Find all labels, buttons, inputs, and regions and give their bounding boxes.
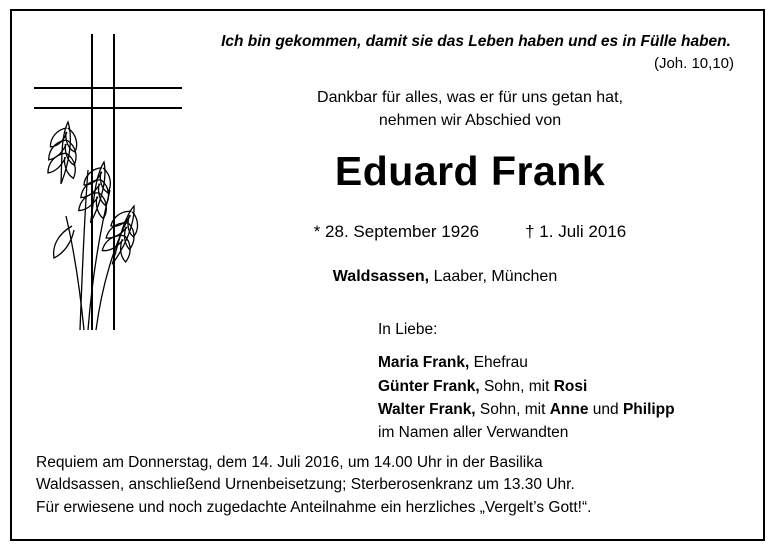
family-member-partner: Anne [549,400,589,418]
family-closing: im Namen aller Verwandten [378,424,569,441]
bible-verse-reference: (Joh. 10,10) [653,55,734,72]
family-member-relation: Sohn, mit [479,377,554,395]
family-member-name: Walter Frank, [378,400,476,418]
birth-date: * 28. September 1926 [313,222,480,241]
intro-line-2: nehmen wir Abschied von [378,112,562,130]
family-lede: In Liebe: [378,321,438,338]
cross-icon [22,30,192,360]
service-line-1: Requiem am Donnerstag, dem 14. Juli 2016, um 14.00 Uhr in der Basilika [36,454,543,471]
wheat-icon [43,119,150,330]
family-member [378,375,675,398]
family-member [378,351,675,374]
deceased-name: Eduard Frank [334,148,606,194]
family-member-child: Philipp [622,400,675,418]
primary-place: Waldsassen, [332,268,430,285]
service-details [36,452,748,519]
other-places: Laaber, München [429,268,558,285]
service-line-2: Waldsassen, anschließend Urnenbeisetzung; Sterberosenkranz um 13.30 Uhr. [36,476,575,494]
death-date: † 1. Juli 2016 [525,222,627,241]
family-member [378,398,675,421]
family-member-conjunction: und [588,400,623,418]
bible-verse: Ich bin gekommen, damit sie das Leben haben und es in Fülle haben. [221,33,731,50]
intro-text [200,86,740,132]
family-member-partner: Rosi [553,377,588,395]
cross-wheat-emblem [22,30,192,360]
intro-line-1: Dankbar für alles, was er für uns getan hat, [317,89,623,106]
service-line-3: Für erwiesene und noch zugedachte Anteilnahme ein herzliches „Vergelt’s Gott!“. [36,498,592,516]
places [200,268,690,286]
family-member-name: Günter Frank, [378,377,480,395]
family-member-name: Maria Frank, [378,354,470,372]
life-dates [200,222,740,242]
family-member-relation: Sohn, mit [475,400,550,418]
family-block [378,318,675,444]
family-member-relation: Ehefrau [469,354,528,372]
